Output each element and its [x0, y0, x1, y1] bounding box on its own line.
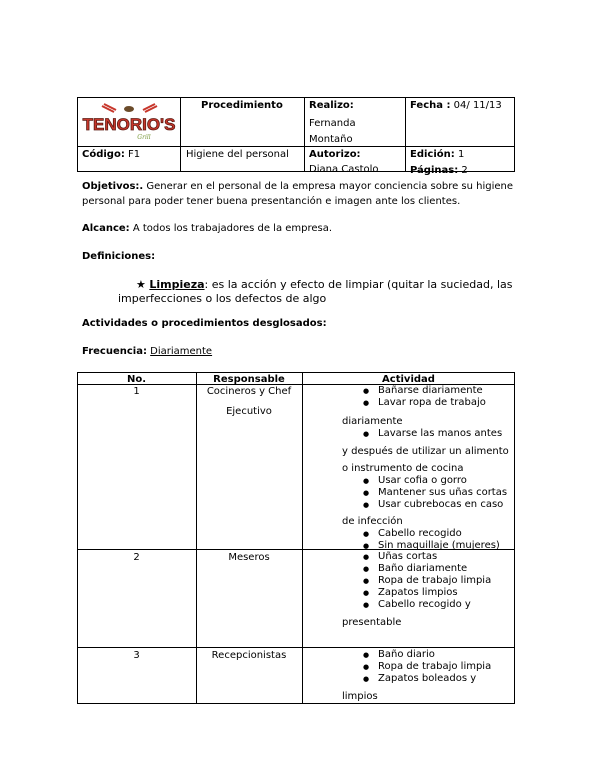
- alcance: [82, 222, 332, 235]
- list-item-continuation: de infección: [342, 516, 403, 527]
- list-item: ● Baño diario: [378, 649, 435, 661]
- list-item: ● Mantener sus uñas cortas: [378, 487, 507, 499]
- list-item: ● Ropa de trabajo limpia: [378, 575, 491, 587]
- frecuencia-value: Diariamente: [150, 346, 213, 357]
- objetivos: [82, 180, 513, 193]
- fecha: [410, 99, 502, 112]
- paginas-label: Páginas:: [410, 165, 459, 176]
- alcance-label: Alcance:: [82, 223, 130, 234]
- objetivos-line-2: personal para poder tener buena presentanción e imagen ante los clientes.: [82, 196, 461, 207]
- limpieza-line-1: : es la acción y efecto de limpiar (quitar la suciedad, las: [204, 278, 513, 291]
- fecha-value: 04/ 11/13: [453, 100, 502, 111]
- row-2-no: 2: [133, 552, 140, 563]
- paginas: [410, 164, 468, 177]
- logo-text: TENORIO'S: [82, 115, 176, 134]
- limpieza-line-2: imperfecciones o los defectos de algo: [118, 292, 327, 305]
- autorizo-name: Diana Castolo: [309, 164, 379, 175]
- list-item-continuation: diariamente: [342, 416, 403, 427]
- list-item: ● Bañarse diariamente: [378, 385, 483, 397]
- col-header-responsable: Responsable: [213, 374, 285, 385]
- document-title: Higiene del personal: [186, 149, 289, 160]
- realizo-label: Realizo:: [309, 100, 354, 111]
- autorizo-label: Autorizo:: [309, 149, 361, 160]
- logo-sub: Grill: [137, 134, 151, 141]
- realizo-name-1: Fernanda: [309, 118, 356, 129]
- list-item: ● Sin maquillaje (mujeres): [378, 540, 500, 552]
- fecha-label: Fecha :: [410, 100, 451, 111]
- frecuencia-label: Frecuencia:: [82, 346, 147, 357]
- col-header-actividad: Actividad: [382, 374, 435, 385]
- header-divider: [77, 146, 515, 147]
- header-col-divider: [180, 97, 181, 172]
- table-row-divider: [77, 647, 515, 648]
- list-item: ● Baño diariamente: [378, 563, 467, 575]
- list-item: ● Lavarse las manos antes: [378, 428, 502, 440]
- edicion-value: 1: [457, 149, 465, 160]
- header-col-divider: [405, 97, 406, 172]
- procedimiento-label: Procedimiento: [201, 100, 283, 111]
- company-logo: [82, 100, 176, 142]
- codigo-label: Código:: [82, 149, 125, 160]
- definicion-limpieza: [136, 278, 512, 292]
- list-item: ● Usar cofia o gorro: [378, 475, 467, 487]
- list-item: ● Zapatos boleados y: [378, 673, 476, 685]
- list-item: ● Zapatos limpios: [378, 587, 458, 599]
- list-item: ● Lavar ropa de trabajo: [378, 397, 486, 409]
- edicion-label: Edición:: [410, 149, 455, 160]
- row-3-no: 3: [133, 650, 140, 661]
- codigo-value: F1: [128, 149, 141, 160]
- paginas-value: 2: [461, 165, 468, 176]
- list-item: ● Ropa de trabajo limpia: [378, 661, 491, 673]
- definiciones-label: Definiciones:: [82, 251, 156, 262]
- list-item-continuation: presentable: [342, 617, 402, 628]
- list-item: ● Cabello recogido: [378, 528, 462, 540]
- frecuencia: [82, 345, 212, 358]
- row-2-responsable: Meseros: [228, 552, 270, 563]
- logo-graphic: [82, 100, 176, 142]
- list-item: ● Uñas cortas: [378, 551, 437, 563]
- star-icon: ★: [136, 278, 146, 291]
- actividades-label: Actividades o procedimientos desglosados:: [82, 318, 327, 329]
- objetivos-label: Objetivos:.: [82, 181, 144, 192]
- list-item-continuation: o instrumento de cocina: [342, 463, 464, 474]
- row-3-responsable: Recepcionistas: [211, 650, 287, 661]
- row-1-no: 1: [133, 386, 140, 397]
- col-header-no: No.: [126, 374, 147, 385]
- limpieza-term: Limpieza: [149, 278, 205, 291]
- list-item: ● Usar cubrebocas en caso: [378, 499, 503, 511]
- objetivos-line-1: Generar en el personal de la empresa mayor conciencia sobre su higiene: [146, 181, 514, 192]
- list-item: ● Cabello recogido y: [378, 599, 471, 611]
- table-col-divider: [302, 372, 303, 704]
- realizo-name-2: Montaño: [309, 134, 353, 145]
- list-item-continuation: limpios: [342, 691, 378, 702]
- header-col-divider: [304, 97, 305, 172]
- row-1-responsable-1: Cocineros y Chef: [206, 386, 292, 397]
- edicion: [410, 148, 464, 161]
- row-1-responsable-2: Ejecutivo: [226, 406, 272, 417]
- alcance-text: A todos los trabajadores de la empresa.: [132, 223, 333, 234]
- codigo: [82, 148, 140, 161]
- list-item-continuation: y después de utilizar un alimento: [342, 446, 509, 457]
